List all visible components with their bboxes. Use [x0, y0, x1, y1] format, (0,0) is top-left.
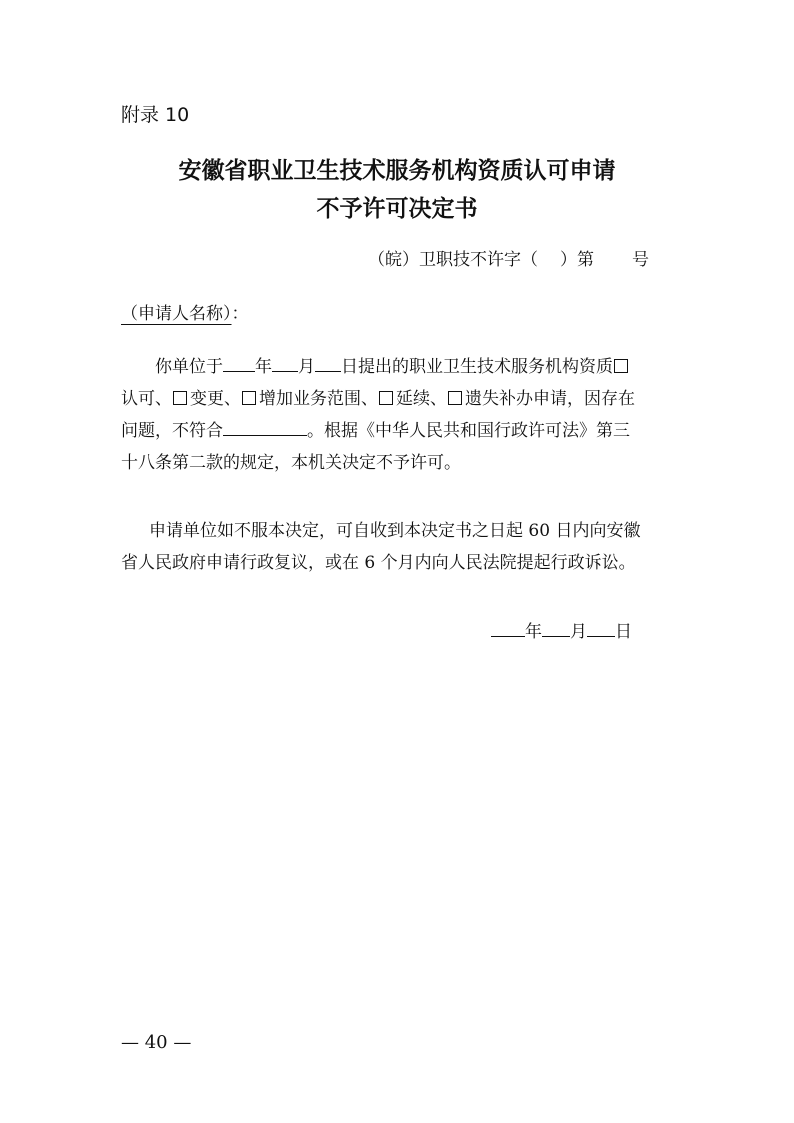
option-change: 变更、: [190, 389, 241, 409]
year-blank: [223, 353, 255, 372]
date-year: 年: [525, 622, 542, 642]
option-extend: 延续、: [396, 389, 447, 409]
document-title-line-2: 不予许可决定书: [316, 196, 478, 222]
checkbox-lost-reissue: [448, 391, 462, 405]
para-text: 年: [255, 357, 272, 377]
month-blank: [272, 353, 298, 372]
doc-number-middle: ）第: [560, 250, 594, 270]
appendix-label: 附录 10: [121, 104, 190, 126]
option-certification: 认可、: [121, 389, 172, 409]
para-text: 日提出的职业卫生技术服务机构资质: [341, 357, 613, 377]
checkbox-certification: [614, 359, 628, 373]
applicant-name-label: （申请人名称）: [121, 304, 232, 324]
date-year-blank: [491, 618, 525, 637]
applicant-name: [121, 299, 249, 324]
para-text: 月: [298, 357, 315, 377]
appeal-paragraph: [121, 515, 681, 579]
para-text: 。根据《中华人民共和国行政许可法》第三: [307, 421, 630, 441]
checkbox-extend: [379, 391, 393, 405]
option-add-scope: 增加业务范围、: [259, 389, 378, 409]
para-text: 问题，不符合: [121, 421, 223, 441]
checkbox-add-scope: [242, 391, 256, 405]
date-day-blank: [587, 618, 615, 637]
decision-paragraph: [121, 351, 681, 479]
checkbox-change: [173, 391, 187, 405]
applicant-colon: ：: [231, 304, 249, 324]
date-month-blank: [542, 618, 570, 637]
day-blank: [315, 353, 341, 372]
para-text: 十八条第二款的规定，本机关决定不予许可。: [121, 453, 461, 473]
page-number: — 40 —: [121, 1032, 192, 1053]
document-number: [368, 245, 649, 270]
signature-date: [491, 617, 632, 642]
option-lost-reissue: 遗失补办申请，因存在: [465, 389, 635, 409]
regulation-blank: [223, 417, 307, 436]
para-text: 省人民政府申请行政复议，或在 6 个月内向人民法院提起行政诉讼。: [121, 553, 636, 573]
date-month: 月: [570, 622, 587, 642]
para-text: 申请单位如不服本决定，可自收到本决定书之日起 60 日内向安徽: [149, 521, 641, 541]
para-text: 你单位于: [155, 357, 223, 377]
doc-number-suffix: 号: [632, 250, 649, 270]
date-day: 日: [615, 622, 632, 642]
document-title-line-1: 安徽省职业卫生技术服务机构资质认可申请: [178, 158, 616, 184]
doc-number-prefix: （皖）卫职技不许字（: [368, 250, 538, 270]
